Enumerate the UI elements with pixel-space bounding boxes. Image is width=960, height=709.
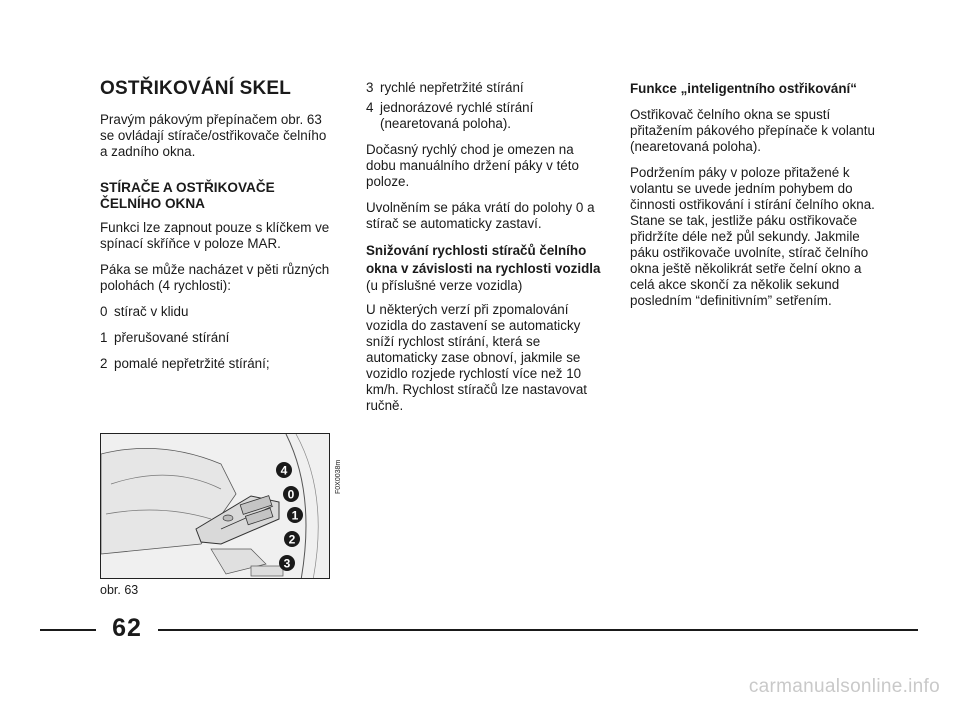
position-marker-1 bbox=[287, 507, 303, 523]
paragraph-temporary-fast: Dočasný rychlý chod je omezen na dobu manuálního držení páky v této poloze. bbox=[366, 142, 579, 189]
list-item-text: přerušované stírání bbox=[114, 330, 230, 345]
svg-text:2: 2 bbox=[288, 532, 296, 547]
paragraph-speed-reduction: U některých verzí při zpomalování vozidla do zastavení se automaticky sníží rychlost stírání, která se automaticky zase obnoví, jakmile se vozidlo rozjede rychlostí více než 10 km/h. Rychlost stíračů lze nastavovat ručně. bbox=[366, 302, 588, 413]
figure-caption: obr. 63 bbox=[100, 583, 139, 597]
watermark-text: carmanualsonline.info bbox=[748, 676, 940, 697]
paragraph-key-requirement: Funkci lze zapnout pouze s klíčkem ve spínací skříňce v poloze MAR. bbox=[100, 220, 330, 251]
svg-text:4: 4 bbox=[280, 463, 288, 478]
list-item bbox=[100, 304, 332, 320]
list-item-number: 4 bbox=[366, 100, 374, 115]
page-title: OSTŘIKOVÁNÍ SKEL bbox=[100, 78, 292, 99]
middle-column bbox=[366, 80, 602, 424]
left-column bbox=[100, 78, 332, 382]
intro-paragraph: Pravým pákovým přepínačem obr. 63 se ovládají stírače/ostřikovače čelního a zadního okna. bbox=[100, 112, 327, 159]
list-item bbox=[100, 356, 332, 372]
section-heading-speed-reduction: Snižování rychlosti stíračů čelního okna v závislosti na rychlosti vozidla bbox=[366, 243, 601, 276]
list-item-number: 1 bbox=[100, 330, 108, 345]
paragraph-release: Uvolněním se páka vrátí do polohy 0 a stírač se automaticky zastaví. bbox=[366, 200, 595, 231]
list-item bbox=[366, 100, 602, 132]
section-subtitle: (u příslušné verze vozidla) bbox=[366, 278, 523, 293]
list-item bbox=[366, 80, 602, 96]
footer-rule-right bbox=[158, 629, 918, 631]
list-item-text: rychlé nepřetržité stírání bbox=[380, 80, 524, 95]
figure-code: F0X0038m bbox=[335, 459, 342, 494]
paragraph-washer-hold: Podržením páky v poloze přitažené k volantu se uvede jedním pohybem do činnosti ostřikování i stírání čelního okna. Stane se tak, jestliže páku ostřikovače přidržíte déle než půl sekundy. Jakmile páku ostřikovače uvolníte, stírač čelního okna ještě několikrát setře čelní okno a celá akce skončí za několik sekund posledním “definitivním” setřením. bbox=[630, 165, 875, 308]
svg-text:3: 3 bbox=[283, 556, 291, 571]
list-item-number: 0 bbox=[100, 304, 108, 319]
list-item-number: 3 bbox=[366, 80, 374, 95]
svg-text:0: 0 bbox=[287, 487, 295, 502]
lever-drawing bbox=[101, 434, 330, 579]
list-item bbox=[100, 330, 332, 346]
position-marker-3 bbox=[279, 555, 295, 571]
position-marker-0 bbox=[283, 486, 299, 502]
list-item-text: jednorázové rychlé stírání (nearetovaná poloha). bbox=[380, 100, 534, 131]
list-item-text: stírač v klidu bbox=[114, 304, 189, 319]
footer-rule-left bbox=[40, 629, 96, 631]
wiper-lever-illustration bbox=[100, 433, 330, 579]
page-number: 62 bbox=[112, 614, 142, 642]
section-heading-smart-washing: Funkce „inteligentního ostřikování“ bbox=[630, 81, 857, 96]
paragraph-positions: Páka se může nacházet v pěti různých polohách (4 rychlosti): bbox=[100, 262, 330, 293]
list-item-text: pomalé nepřetržité stírání; bbox=[114, 356, 270, 371]
svg-text:1: 1 bbox=[291, 508, 299, 523]
list-item-number: 2 bbox=[100, 356, 108, 371]
position-marker-2 bbox=[284, 531, 300, 547]
paragraph-washer-activation: Ostřikovač čelního okna se spustí přitažením pákového přepínače k volantu (nearetovaná poloha). bbox=[630, 107, 875, 154]
position-marker-4 bbox=[276, 462, 292, 478]
section-heading-wipers: STÍRAČE A OSTŘIKOVAČE ČELNÍHO OKNA bbox=[100, 180, 275, 211]
right-column bbox=[630, 80, 880, 319]
